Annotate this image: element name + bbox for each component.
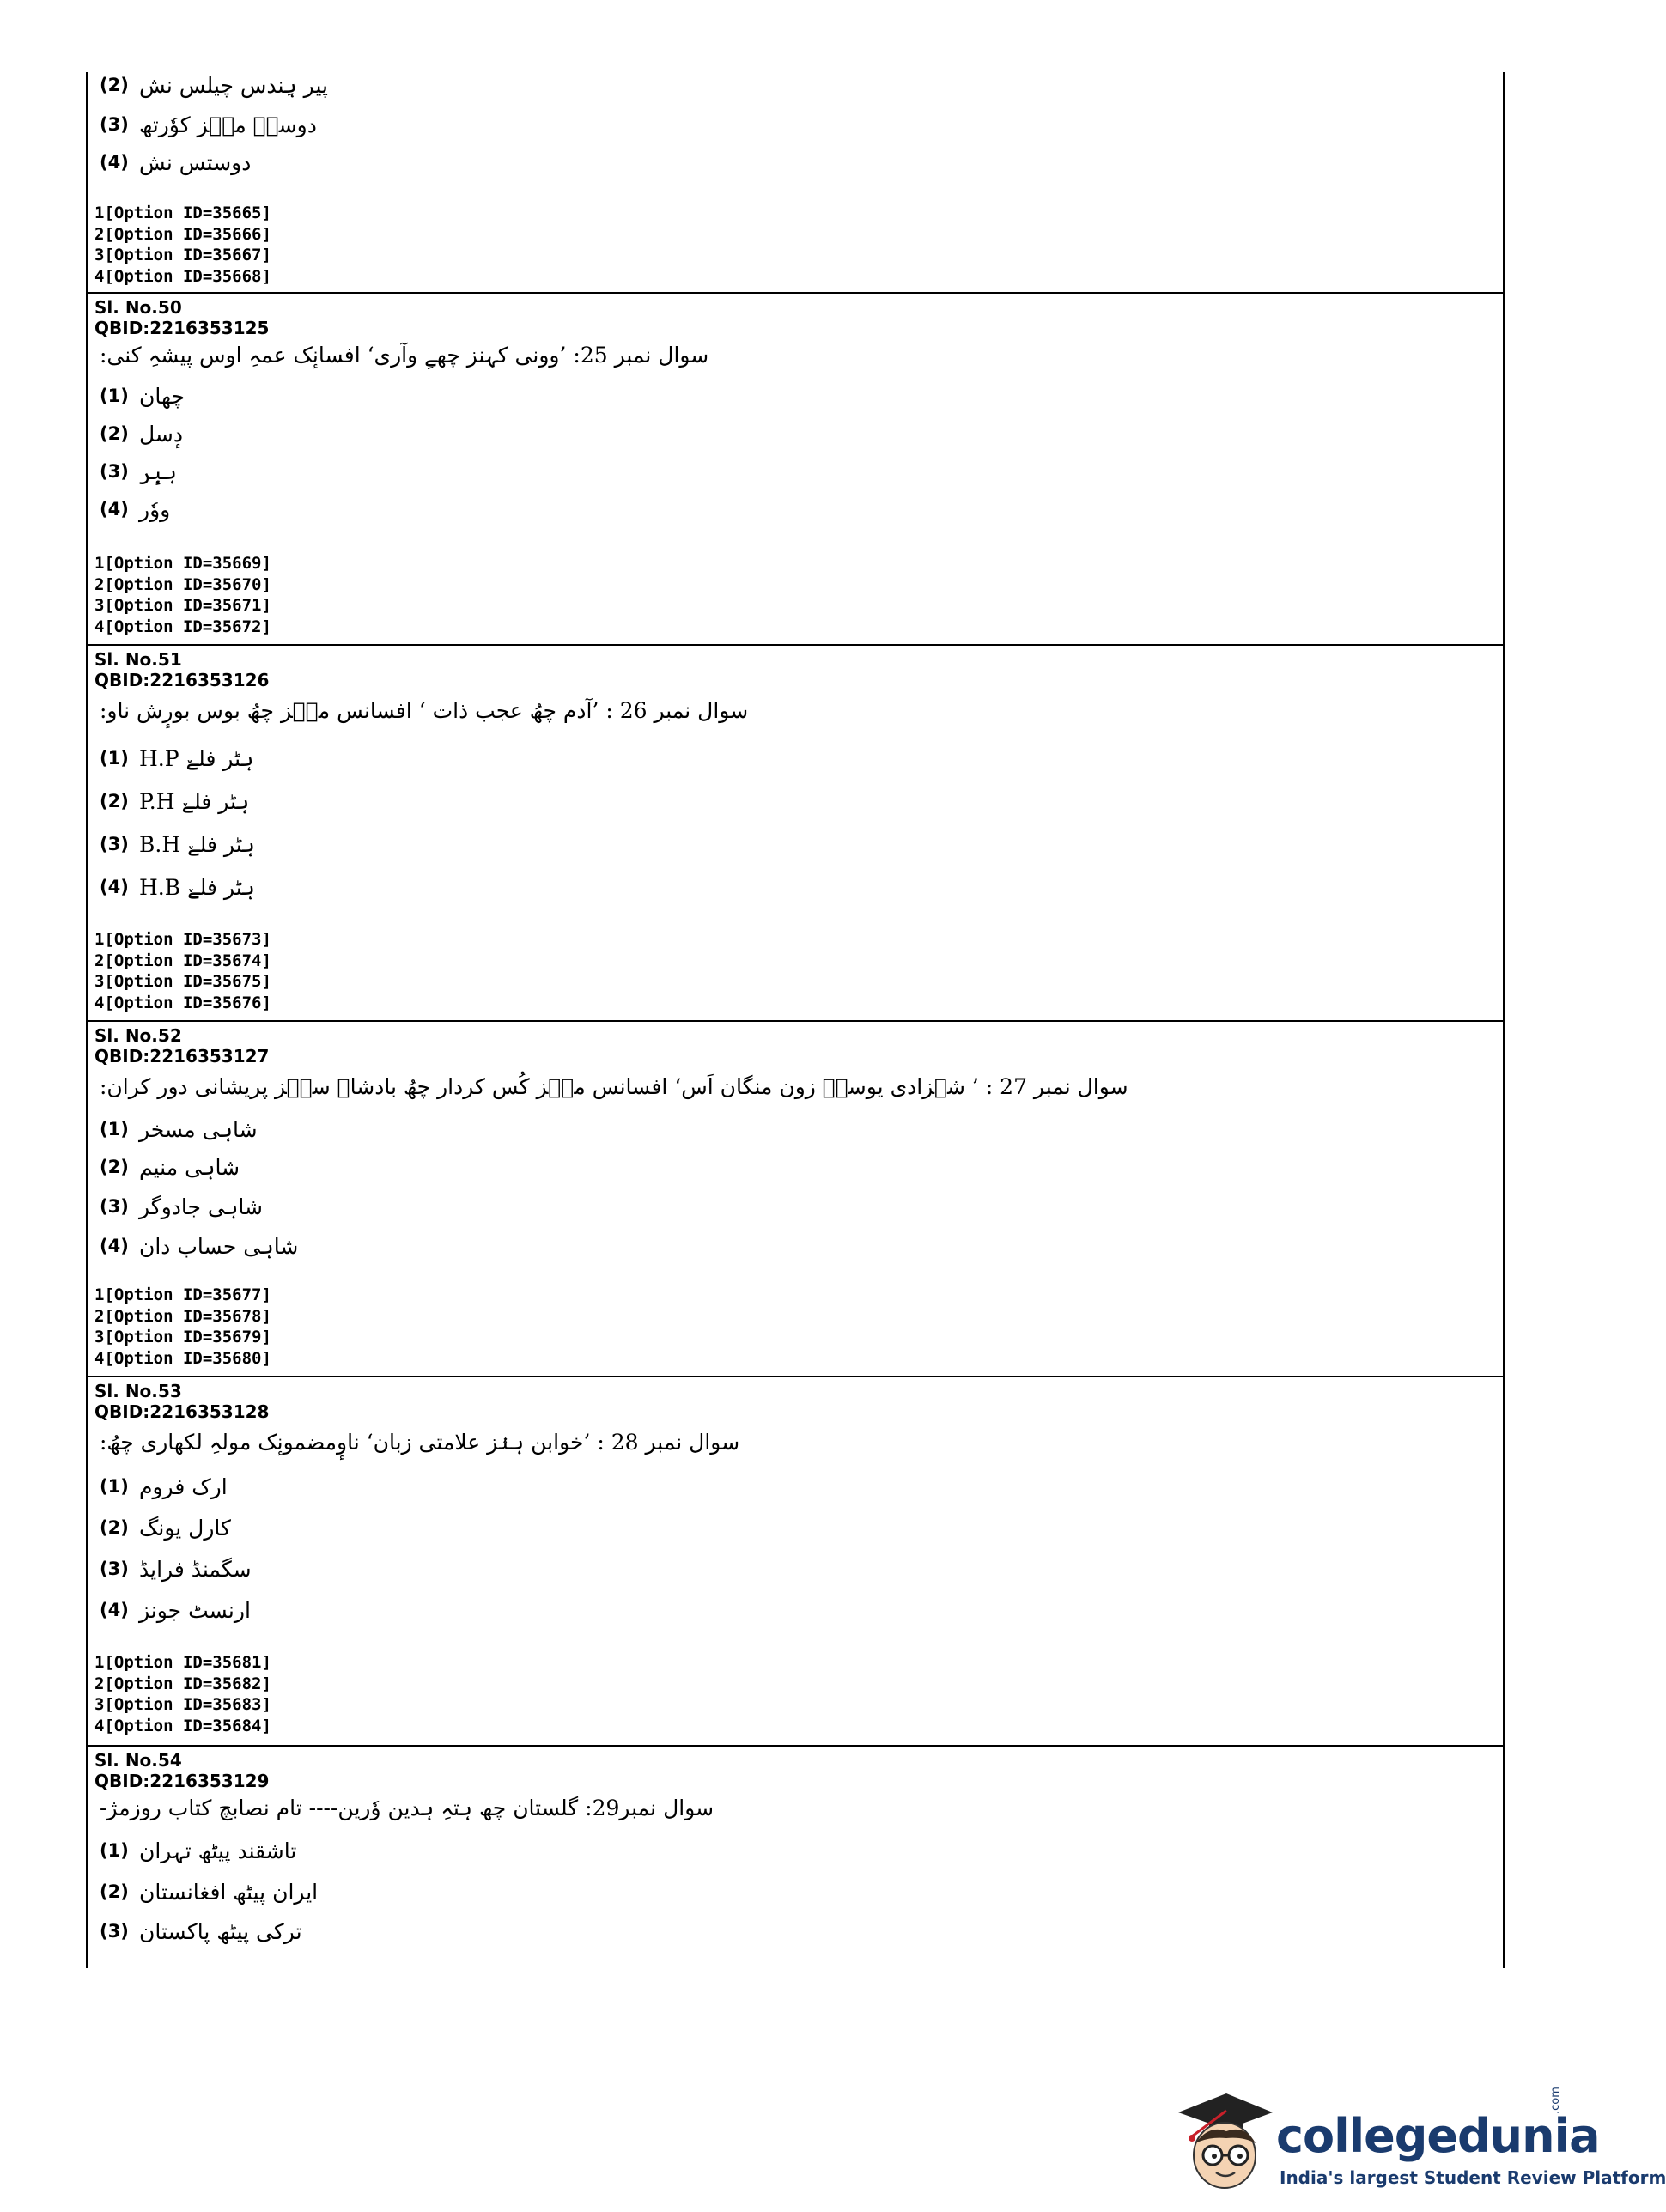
option — [100, 1595, 251, 1625]
option-text: سگمنڈ فرایڈ — [139, 1556, 252, 1582]
option-text: شاہی منیم — [139, 1154, 240, 1180]
serial-number: Sl. No.53 — [94, 1381, 182, 1401]
option-id: 4[Option ID=35672] — [94, 617, 271, 636]
option-text: تاشقند پیٹھ تہران — [139, 1838, 297, 1863]
option-text: H.B ہٹر فلےٚ — [139, 874, 255, 900]
question-text: سوال نمبر 28 : ’خوابن ہنٛز علامتی زبان‘ ناوٕمضمونٕک مولہِ لکھاری چھُ: — [100, 1430, 740, 1455]
option-number: (2) — [100, 75, 129, 95]
option-text: شاہی مسخر — [139, 1116, 258, 1142]
question-text: سوال نمبر29: گلستان چھ ہتہِ ہدین وٗرین---- تام نصابچ کتاب روزمژ- — [100, 1796, 714, 1820]
option-id: 3[Option ID=35675] — [94, 972, 271, 991]
option — [100, 872, 255, 902]
option-id: 2[Option ID=35674] — [94, 951, 271, 970]
option-id: 4[Option ID=35668] — [94, 266, 271, 286]
collegedunia-logo[interactable] — [1166, 2078, 1666, 2207]
option — [100, 148, 251, 177]
serial-number: Sl. No.50 — [94, 297, 182, 318]
qbid: QBID:2216353126 — [94, 670, 270, 690]
option-id: 3[Option ID=35671] — [94, 596, 271, 615]
logo-domain-suffix: .com — [1549, 2087, 1562, 2114]
option — [100, 1877, 318, 1906]
option — [100, 1152, 240, 1182]
logo-tagline: India's largest Student Review Platform — [1280, 2167, 1666, 2188]
option-text: دوسہِ منٛز کوٗرتھ — [139, 112, 317, 137]
option-number: (4) — [100, 499, 129, 520]
option-number: (2) — [100, 423, 129, 444]
option — [100, 1917, 302, 1946]
question-meta — [94, 297, 269, 338]
option-number: (3) — [100, 114, 129, 135]
option — [100, 744, 253, 773]
option-text: B.H ہٹر فلےٚ — [139, 831, 255, 857]
option-id: 2[Option ID=35670] — [94, 574, 271, 594]
option — [100, 1472, 228, 1501]
option-text: پیر ہِندس چیلس نش — [139, 72, 328, 98]
option-text: چھان — [139, 383, 185, 409]
option-number: (3) — [100, 1921, 129, 1942]
serial-number: Sl. No.54 — [94, 1750, 182, 1771]
question-block-51 — [88, 644, 1503, 1020]
option-number: (2) — [100, 1517, 129, 1538]
option-text: ہبٕر — [139, 459, 177, 484]
question-block-52 — [88, 1020, 1503, 1376]
option-text: دوستس نش — [139, 149, 252, 175]
option — [100, 495, 170, 524]
option — [100, 1513, 231, 1542]
option-text: کارل یونگ — [139, 1515, 231, 1540]
option-text: ایران پیٹھ افغانستان — [139, 1879, 319, 1905]
option-number: (3) — [100, 1559, 129, 1579]
option — [100, 457, 177, 486]
question-meta — [94, 649, 269, 690]
option-text: شاہی حساب دان — [139, 1233, 299, 1259]
option-number: (1) — [100, 1840, 129, 1861]
option — [100, 419, 183, 448]
option-id: 3[Option ID=35667] — [94, 246, 271, 264]
logo-wordmark: collegedunia — [1276, 2109, 1600, 2163]
option-text: P.H ہٹر فلےٚ — [139, 788, 250, 814]
option-id: 3[Option ID=35683] — [94, 1695, 271, 1714]
option — [100, 787, 249, 816]
question-fragment — [88, 72, 1503, 292]
option-number: (3) — [100, 1196, 129, 1217]
option-id: 4[Option ID=35676] — [94, 993, 271, 1012]
option-id-list — [94, 203, 271, 287]
exam-paper-frame — [86, 72, 1505, 1968]
question-block-50 — [88, 292, 1503, 644]
question-text: سوال نمبر 26 : ’آدم چھُ عجب ذات ‘ افسانس منٛز چھُ بوس بورٕش ناو: — [100, 698, 749, 723]
option-number: (1) — [100, 748, 129, 769]
student-mascot-icon — [1166, 2087, 1276, 2197]
option-id-list — [94, 1285, 271, 1369]
option — [100, 1836, 296, 1865]
option-number: (3) — [100, 834, 129, 854]
option-id: 1[Option ID=35673] — [94, 930, 271, 949]
option-id: 2[Option ID=35682] — [94, 1674, 271, 1693]
question-text: سوال نمبر 27 : ’ شہزادی یوسہِ زون منگان اَس‘ افسانس منٛز کُس کردار چھُ بادشاہ سنٛز پریشانی دور کران: — [100, 1074, 1128, 1099]
option — [100, 110, 317, 139]
option — [100, 381, 185, 410]
option-id: 1[Option ID=35677] — [94, 1285, 271, 1304]
option-number: (3) — [100, 461, 129, 482]
option-number: (4) — [100, 152, 129, 173]
option-number: (1) — [100, 386, 129, 406]
serial-number: Sl. No.52 — [94, 1025, 182, 1046]
option-id: 1[Option ID=35681] — [94, 1653, 271, 1672]
option-id-list — [94, 1652, 271, 1736]
qbid: QBID:2216353129 — [94, 1771, 270, 1791]
option-number: (1) — [100, 1119, 129, 1139]
question-meta — [94, 1025, 269, 1066]
option — [100, 1192, 263, 1221]
option-id: 4[Option ID=35684] — [94, 1716, 271, 1735]
option-text: شاہی جادوگر — [139, 1194, 263, 1219]
option-id: 2[Option ID=35678] — [94, 1306, 271, 1326]
option-number: (2) — [100, 791, 129, 811]
option-number: (2) — [100, 1157, 129, 1177]
question-block-54 — [88, 1745, 1503, 1968]
option-text: ارک فروم — [139, 1474, 228, 1499]
option-id: 1[Option ID=35669] — [94, 554, 271, 573]
option-text: ترکی پیٹھ پاکستان — [139, 1918, 302, 1944]
qbid: QBID:2216353125 — [94, 318, 270, 338]
option-number: (2) — [100, 1881, 129, 1902]
option-id-list — [94, 929, 271, 1013]
option-id: 1[Option ID=35665] — [94, 204, 271, 222]
qbid: QBID:2216353127 — [94, 1046, 270, 1066]
serial-number: Sl. No.51 — [94, 649, 182, 670]
option — [100, 1554, 252, 1583]
question-block-53 — [88, 1376, 1503, 1745]
option — [100, 1231, 298, 1261]
option-id: 2[Option ID=35666] — [94, 224, 271, 244]
option-text: دٕسل — [139, 421, 184, 447]
option — [100, 70, 328, 100]
option-number: (1) — [100, 1476, 129, 1497]
option-id-list — [94, 553, 271, 637]
question-meta — [94, 1750, 269, 1791]
option-number: (4) — [100, 877, 129, 897]
option-text: ارنسٹ جونز — [139, 1597, 251, 1623]
option-id: 3[Option ID=35679] — [94, 1328, 271, 1346]
option-number: (4) — [100, 1236, 129, 1256]
qbid: QBID:2216353128 — [94, 1401, 270, 1422]
option — [100, 830, 255, 859]
question-meta — [94, 1381, 269, 1422]
option-text: H.P ہٹر فلےٚ — [139, 745, 254, 771]
option — [100, 1115, 258, 1144]
question-text: سوال نمبر 25: ’وونی کہنز چھےِ وآری‘ افسانٕک عمہِ اوس پیشہِ کنی: — [100, 343, 709, 368]
option-id: 4[Option ID=35680] — [94, 1348, 271, 1368]
option-text: ووٗر — [139, 496, 171, 522]
option-number: (4) — [100, 1600, 129, 1620]
